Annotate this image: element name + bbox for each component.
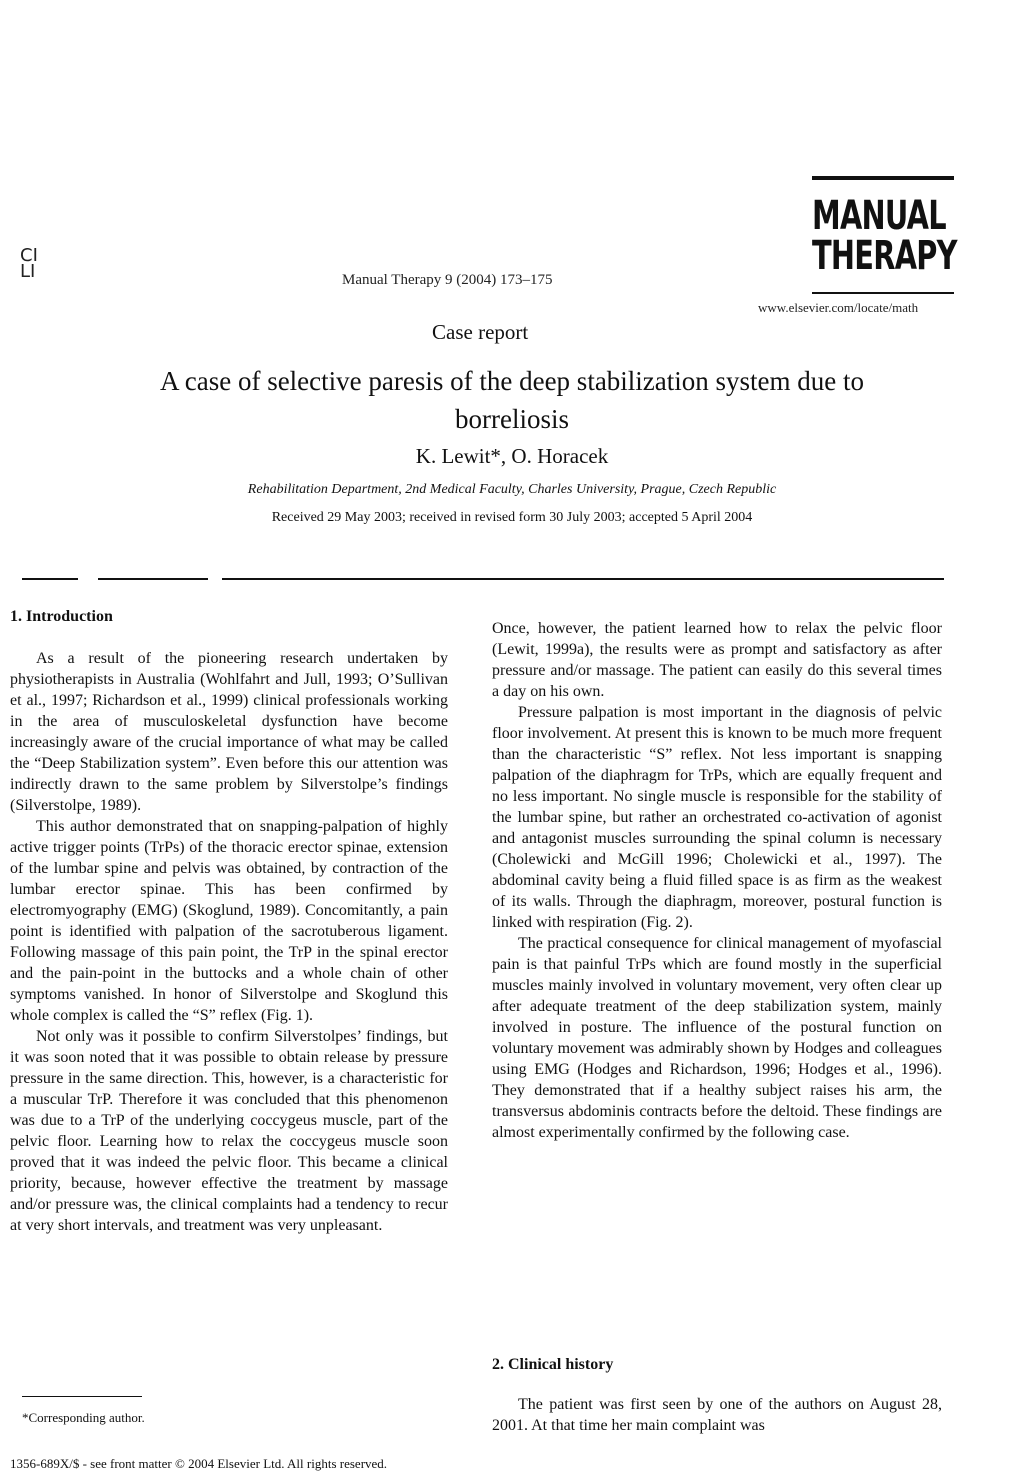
left-column <box>10 606 448 1236</box>
journal-url[interactable]: www.elsevier.com/locate/math <box>758 300 919 315</box>
side-marks: CI LI <box>20 245 38 282</box>
divider-rule-1 <box>22 578 78 580</box>
paragraph: Not only was it possible to confirm Silverstolpes’ findings, but it was soon noted that it was possible to obtain release by pressure pressure in the same direction. This, however, is a characteristic for a muscular TrP. Therefore it was concluded that this phenomenon was due to a TrP of the underlying coccygeus muscle, part of the pelvic floor. Learning how to relax the coccygeus muscle soon proved that it was indeed the pelvic floor. This became a clinical priority, because, however effective the treatment by massage and/or pressure was, the clinical complaints had a tendency to recur at very short intervals, and treatment was very unpleasant. <box>10 1028 448 1234</box>
copyright-line: 1356-689X/$ - see front matter © 2004 Elsevier Ltd. All rights reserved. <box>10 1456 388 1471</box>
affiliation: Rehabilitation Department, 2nd Medical Faculty, Charles University, Prague, Czech Republic <box>247 482 777 497</box>
paragraph: The practical consequence for clinical management of myofascial pain is that painful TrPs which are found mostly in the superficial muscles mainly involved in voluntary movement, very often clear up after adequate treatment of the deep stabilization system, mainly involved in posture. The influence of the postural function on voluntary movement was admirably shown by Hodges and colleagues using EMG (Hodges and Richardson, 1996; Hodges et al., 1996). They demonstrated that if a healthy subject raises his arm, the transversus abdominis contracts before the deltoid. These findings are almost experimentally confirmed by the following case. <box>492 935 942 1141</box>
article-title: A case of selective paresis of the deep stabilization system due to borreliosis <box>159 366 865 434</box>
paragraph: Once, however, the patient learned how to relax the pelvic floor (Lewit, 1999a), the results were as prompt and satisfactory as after pressure and/or massage. The patient can easily do this several times a day on his own. <box>492 620 942 700</box>
paragraph: As a result of the pioneering research undertaken by physiotherapists in Australia (Wohlfahrt and Jull, 1993; O’Sullivan et al., 1997; Richardson et al., 1999) clinical professionals working in the area of musculoskeletal dysfunction have become increasingly aware of the crucial importance of what may be called the “Deep Stabilization system”. Even before this our attention was indirectly drawn to the same problem by Silverstolpe’s findings (Silverstolpe, 1989). <box>10 650 448 814</box>
footnote: *Corresponding author. <box>22 1410 145 1425</box>
paragraph: Pressure palpation is most important in the diagnosis of pelvic floor involvement. At present this is known to be much more frequent than the characteristic “S” reflex. Not less important is snapping palpation of the diaphragm for TrPs, which are equally frequent and no less important. No single muscle is responsible for the stability of the lumbar spine, but rather an orchestrated co-activation of agonist and antagonist muscles surrounding the spinal column is necessary (Cholewicki and McGill 1996; Cholewicki et al., 1997). The abdominal cavity being a fluid filled space is as firm as the weakest of its walls. Through the diaphragm, moreover, postural function is linked with respiration (Fig. 2). <box>492 704 942 931</box>
article-type: Case report <box>432 320 529 344</box>
received-dates: Received 29 May 2003; received in revised form 30 July 2003; accepted 5 April 2004 <box>271 510 753 525</box>
journal-citation: Manual Therapy 9 (2004) 173–175 <box>342 272 553 288</box>
section-heading-introduction: 1. Introduction <box>10 608 113 625</box>
divider-rule-3 <box>222 578 944 580</box>
paragraph: This author demonstrated that on snapping-palpation of highly active trigger points (TrPs) of the thoracic erector spinae, extension of the lumbar spine and pelvis was obtained, by contraction of the lumbar erector spinae. This has been confirmed by electromyography (EMG) (Skoglund, 1989). Concomitantly, a pain point is identified with palpation of the sacrotuberous ligament. Following massage of this pain point, the TrP in the spinal erector and the pain-point in the buttocks and a whole chain of other symptoms vanished. In honor of Silverstolpe and Skoglund this whole complex is called the “S” reflex (Fig. 1). <box>10 818 448 1024</box>
clinical-history-text <box>492 1394 942 1436</box>
footnote-rule <box>22 1396 142 1397</box>
section-heading-clinical-history: 2. Clinical history <box>492 1356 614 1373</box>
paragraph: The patient was first seen by one of the authors on August 28, 2001. At that time her main complaint was <box>492 1396 942 1434</box>
journal-logo <box>812 176 957 294</box>
authors: K. Lewit*, O. Horacek <box>415 444 609 468</box>
divider-rule-2 <box>98 578 208 580</box>
logo-line-2: THERAPY <box>812 233 957 279</box>
right-column <box>492 618 942 1143</box>
logo-line-1: MANUAL <box>812 193 946 239</box>
